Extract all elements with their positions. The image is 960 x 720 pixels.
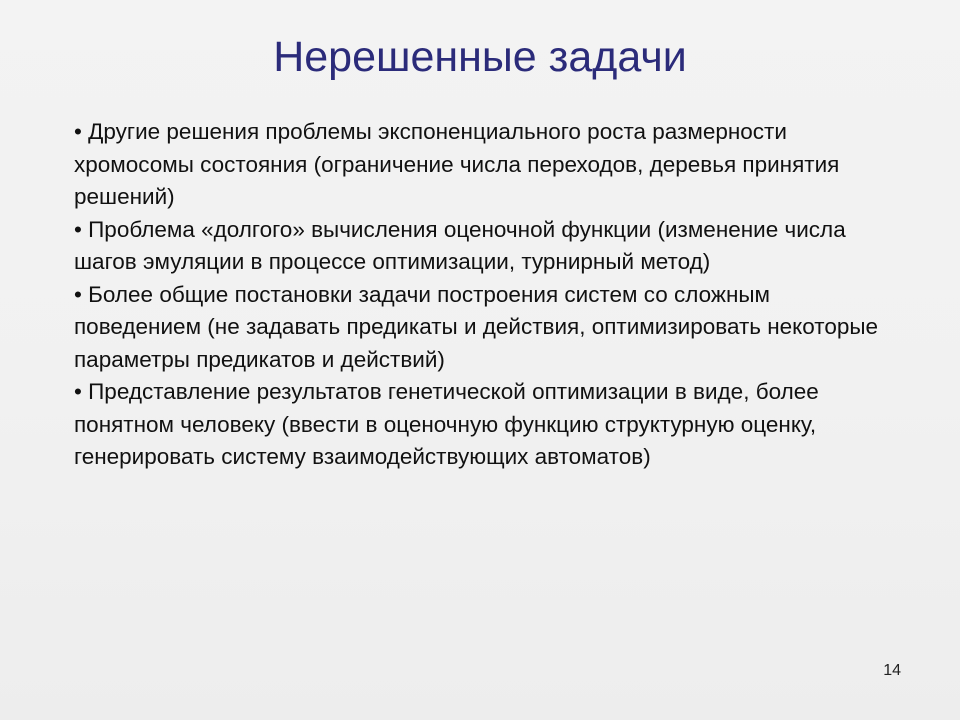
page-number: 14 bbox=[883, 662, 901, 679]
bullet-item: • Представление результатов генетической оптимизации в виде, более понятном человеку (ввести в оценочную функцию структурную оценку, генерировать систему взаимодействующих автоматов) bbox=[74, 379, 819, 469]
slide-title: Нерешенные задачи bbox=[273, 33, 687, 81]
bullet-item: • Более общие постановки задачи построения систем со сложным поведением (не задавать предикаты и действия, оптимизировать некоторые параметры предикатов и действий) bbox=[74, 281, 879, 372]
bullet-item: • Проблема «долгого» вычисления оценочной функции (изменение числа шагов эмуляции в процессе оптимизации, турнирный метод) bbox=[74, 216, 846, 274]
bullet-item: • Другие решения проблемы экспоненциального роста размерности хромосомы состояния (ограничение числа переходов, деревья принятия решений) bbox=[74, 119, 840, 209]
bullet-list bbox=[74, 116, 894, 474]
